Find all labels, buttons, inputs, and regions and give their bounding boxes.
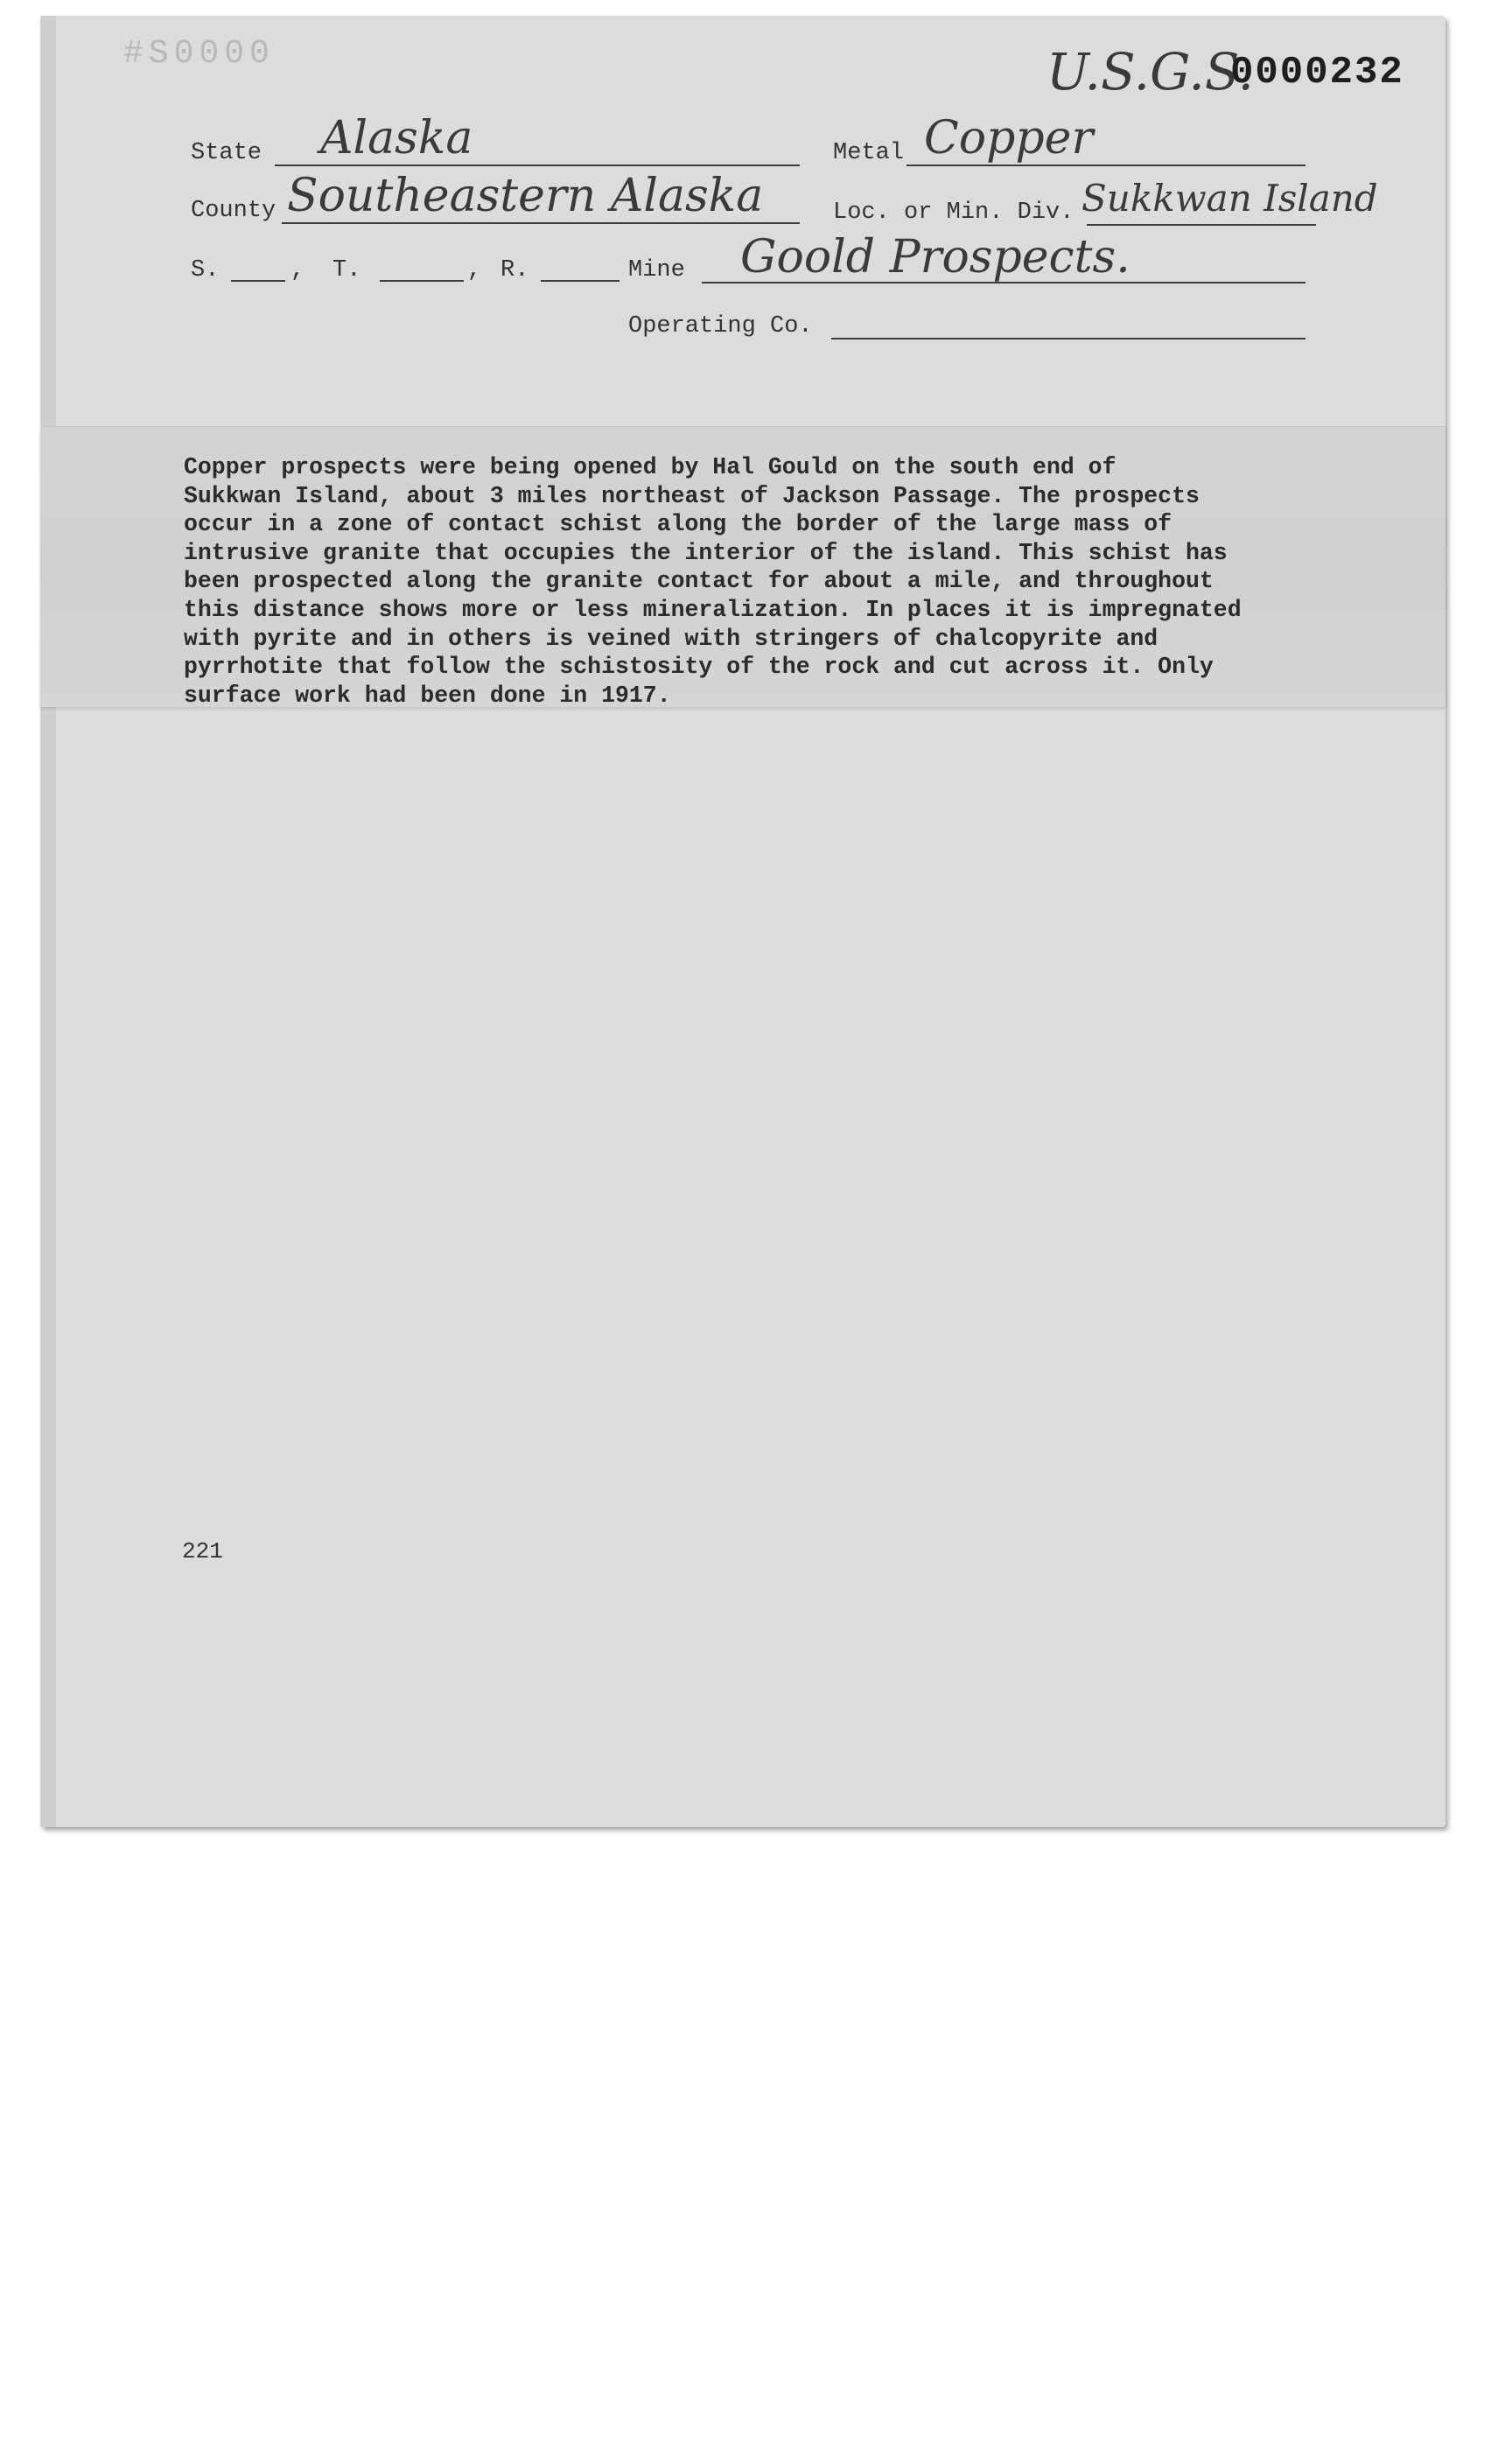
loc-line — [1087, 224, 1316, 226]
operating-line — [831, 338, 1306, 340]
sep-2: , — [467, 257, 482, 284]
accession-number: 0000232 — [1230, 51, 1404, 94]
section-line — [231, 280, 285, 282]
operating-label: Operating Co. — [628, 313, 813, 340]
description-paragraph: Copper prospects were being opened by Hal Gould on the south end of Sukkwan Island, about 3 miles northeast of Jackson Passage. The prospects occur in a zone of contact schist along the border of the large mass of intrusive granite that occupies the interior of the island. This schist has been prospected along the granite contact for about a mile, and throughout this distance shows more or less mineralization. In places it is impregnated with pyrite and in others is veined with stringers of chalcopyrite and pyrrhotite that follow the schistosity of the rock and cut across it. Only surface work had been done in 1917. — [184, 454, 1242, 709]
metal-label: Metal — [833, 140, 905, 166]
mine-value: Goold Prospects. — [740, 231, 1130, 284]
card-edge — [40, 16, 56, 1827]
section-label: S. — [191, 257, 220, 284]
state-line — [275, 164, 800, 166]
page-number: 221 — [182, 1538, 223, 1564]
metal-line — [906, 164, 1306, 166]
range-line — [541, 280, 620, 282]
record-card — [40, 16, 1446, 1827]
loc-value: Sukkwan Island — [1082, 177, 1378, 220]
metal-value: Copper — [924, 112, 1094, 164]
county-value: Southeastern Alaska — [287, 170, 764, 222]
range-label: R. — [500, 257, 529, 284]
faint-stamp: #S0000 — [123, 35, 275, 73]
state-label: State — [191, 140, 262, 166]
sep-1: , — [290, 257, 305, 284]
county-label: County — [191, 198, 276, 224]
county-line — [282, 222, 800, 224]
township-line — [380, 280, 464, 282]
loc-label: Loc. or Min. Div. — [833, 200, 1074, 226]
mine-label: Mine — [628, 257, 685, 284]
state-value: Alaska — [320, 112, 473, 164]
township-label: T. — [332, 257, 361, 284]
agency-handwritten: U.S.G.S. — [1046, 42, 1254, 102]
